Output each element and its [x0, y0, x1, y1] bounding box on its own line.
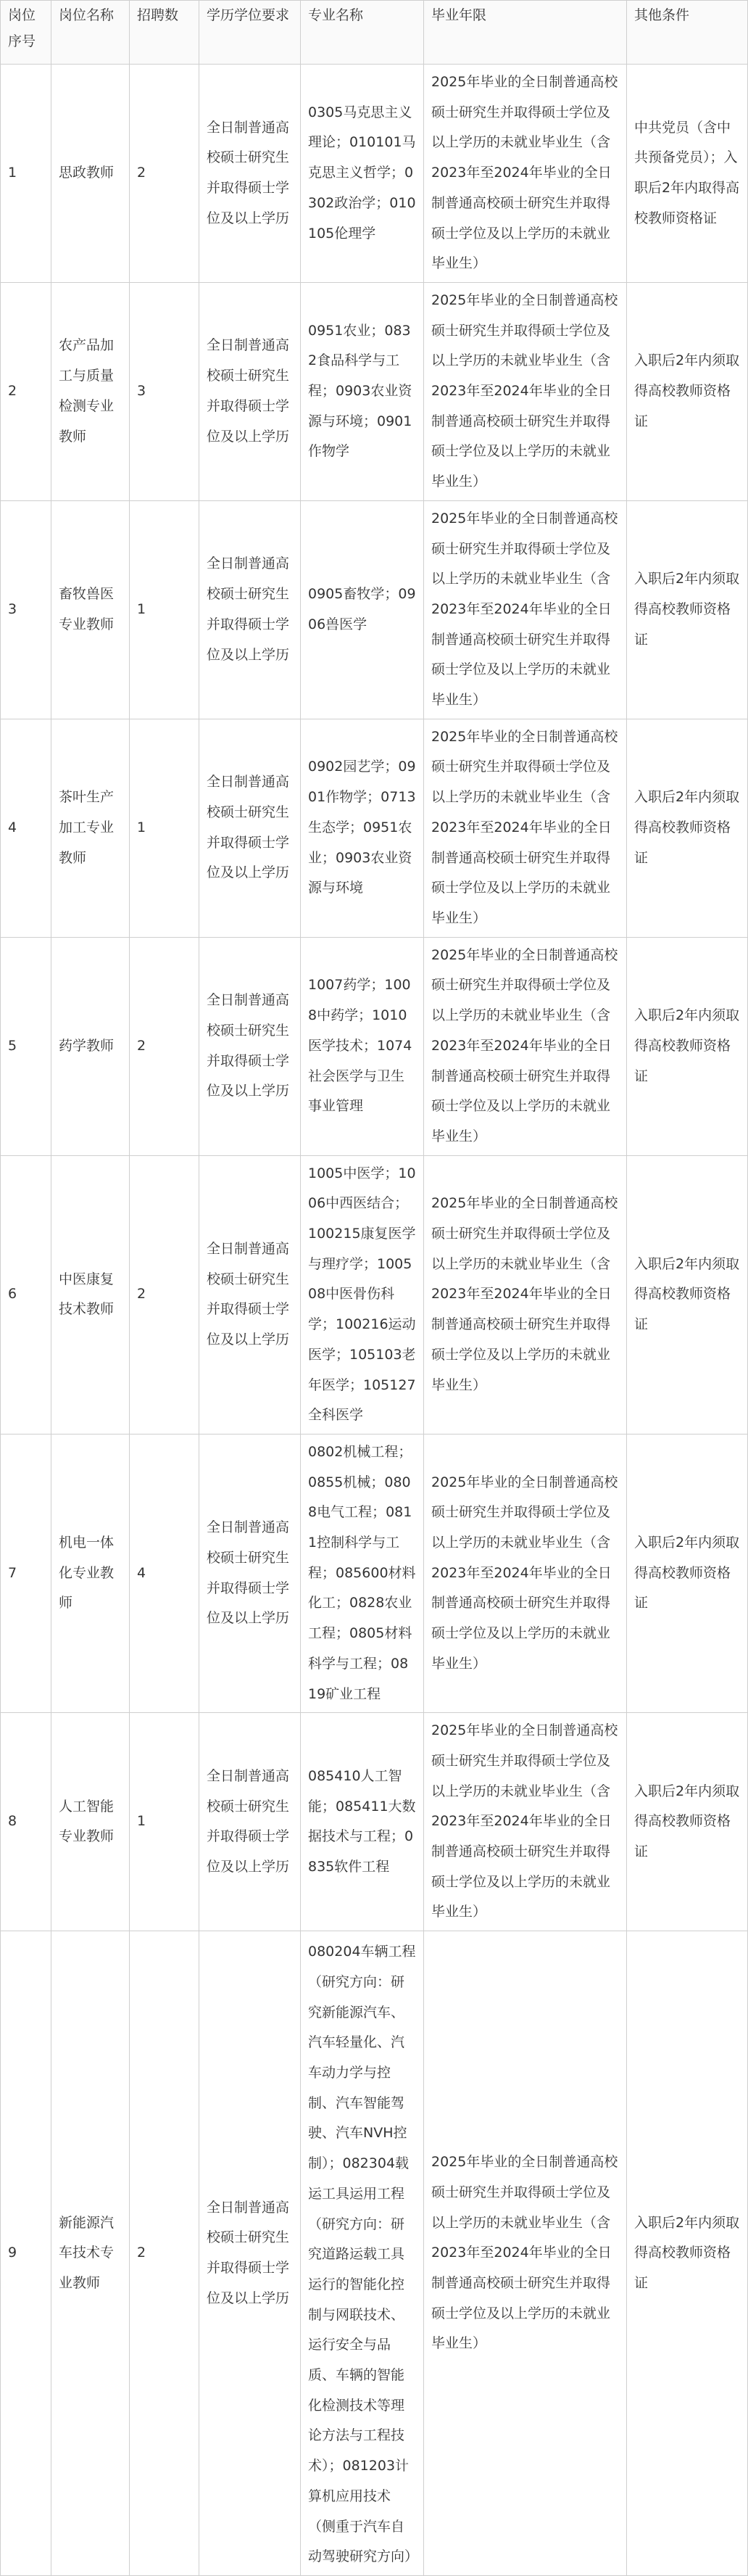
cell-other: 入职后2年内须取得高校教师资格证: [627, 1155, 748, 1434]
cell-graduation: 2025年毕业的全日制普通高校硕士研究生并取得硕士学位及以上学历的未就业毕业生（含2023年至2024年毕业的全日制普通高校硕士研究生并取得硕士学位及以上学历的未就业毕业生）: [424, 1931, 627, 2576]
cell-post-no: 2: [1, 282, 51, 500]
cell-post-name: 机电一体化专业教师: [51, 1434, 130, 1712]
cell-count: 3: [130, 282, 199, 500]
cell-post-no: 9: [1, 1931, 51, 2576]
cell-count: 1: [130, 719, 199, 937]
cell-degree: 全日制普通高校硕士研究生并取得硕士学位及以上学历: [199, 65, 301, 283]
cell-degree: 全日制普通高校硕士研究生并取得硕士学位及以上学历: [199, 282, 301, 500]
header-major: 专业名称: [301, 1, 424, 65]
cell-major: 0305马克思主义理论；010101马克思主义哲学；0302政治学；010105伦理学: [301, 65, 424, 283]
cell-post-no: 4: [1, 719, 51, 937]
cell-other: 中共党员（含中共预备党员）；入职后2年内取得高校教师资格证: [627, 65, 748, 283]
cell-post-no: 1: [1, 65, 51, 283]
cell-count: 2: [130, 1931, 199, 2576]
cell-post-name: 畜牧兽医专业教师: [51, 500, 130, 719]
cell-post-no: 8: [1, 1713, 51, 1931]
cell-degree: 全日制普通高校硕士研究生并取得硕士学位及以上学历: [199, 1713, 301, 1931]
cell-post-name: 人工智能专业教师: [51, 1713, 130, 1931]
table-row: [1, 1434, 748, 1712]
cell-major: 085410人工智能；085411大数据技术与工程；0835软件工程: [301, 1713, 424, 1931]
cell-major: 1007药学；1008中药学；1010医学技术；1074社会医学与卫生事业管理: [301, 937, 424, 1155]
header-count: 招聘数: [130, 1, 199, 65]
cell-post-no: 3: [1, 500, 51, 719]
cell-degree: 全日制普通高校硕士研究生并取得硕士学位及以上学历: [199, 500, 301, 719]
cell-other: 入职后2年内须取得高校教师资格证: [627, 719, 748, 937]
table-row: [1, 719, 748, 937]
cell-other: 入职后2年内须取得高校教师资格证: [627, 1713, 748, 1931]
table-row: [1, 1931, 748, 2576]
cell-degree: 全日制普通高校硕士研究生并取得硕士学位及以上学历: [199, 1434, 301, 1712]
cell-count: 2: [130, 937, 199, 1155]
cell-major: 0902园艺学；0901作物学；0713生态学；0951农业；0903农业资源与环境: [301, 719, 424, 937]
cell-degree: 全日制普通高校硕士研究生并取得硕士学位及以上学历: [199, 1931, 301, 2576]
cell-degree: 全日制普通高校硕士研究生并取得硕士学位及以上学历: [199, 719, 301, 937]
header-row: [1, 1, 748, 65]
cell-graduation: 2025年毕业的全日制普通高校硕士研究生并取得硕士学位及以上学历的未就业毕业生（含2023年至2024年毕业的全日制普通高校硕士研究生并取得硕士学位及以上学历的未就业毕业生）: [424, 1713, 627, 1931]
cell-graduation: 2025年毕业的全日制普通高校硕士研究生并取得硕士学位及以上学历的未就业毕业生（含2023年至2024年毕业的全日制普通高校硕士研究生并取得硕士学位及以上学历的未就业毕业生）: [424, 719, 627, 937]
cell-post-name: 农产品加工与质量检测专业教师: [51, 282, 130, 500]
cell-graduation: 2025年毕业的全日制普通高校硕士研究生并取得硕士学位及以上学历的未就业毕业生（含2023年至2024年毕业的全日制普通高校硕士研究生并取得硕士学位及以上学历的未就业毕业生）: [424, 1155, 627, 1434]
cell-major: 1005中医学；1006中西医结合；100215康复医学与理疗学；100508中医骨伤科学；100216运动医学；105103老年医学；105127全科医学: [301, 1155, 424, 1434]
table-row: [1, 937, 748, 1155]
cell-count: 2: [130, 1155, 199, 1434]
cell-other: 入职后2年内须取得高校教师资格证: [627, 937, 748, 1155]
cell-count: 2: [130, 65, 199, 283]
cell-count: 1: [130, 500, 199, 719]
cell-post-name: 药学教师: [51, 937, 130, 1155]
cell-count: 1: [130, 1713, 199, 1931]
cell-major: 0905畜牧学；0906兽医学: [301, 500, 424, 719]
cell-graduation: 2025年毕业的全日制普通高校硕士研究生并取得硕士学位及以上学历的未就业毕业生（含2023年至2024年毕业的全日制普通高校硕士研究生并取得硕士学位及以上学历的未就业毕业生）: [424, 937, 627, 1155]
cell-post-name: 新能源汽车技术专业教师: [51, 1931, 130, 2576]
cell-post-no: 5: [1, 937, 51, 1155]
table-row: [1, 1713, 748, 1931]
cell-graduation: 2025年毕业的全日制普通高校硕士研究生并取得硕士学位及以上学历的未就业毕业生（含2023年至2024年毕业的全日制普通高校硕士研究生并取得硕士学位及以上学历的未就业毕业生）: [424, 1434, 627, 1712]
cell-post-name: 茶叶生产加工专业教师: [51, 719, 130, 937]
cell-major: 0802机械工程；0855机械；0808电气工程；0811控制科学与工程；085600材料化工；0828农业工程；0805材料科学与工程；0819矿业工程: [301, 1434, 424, 1712]
header-degree: 学历学位要求: [199, 1, 301, 65]
cell-major: 080204车辆工程（研究方向：研究新能源汽车、汽车轻量化、汽车动力学与控制、汽车智能驾驶、汽车NVH控制）；082304载运工具运用工程（研究方向：研究道路运载工具运行的智能化控制与网联技术、运行安全与品质、车辆的智能化检测技术等理论方法与工程技术）；081203计算机应用技术（侧重于汽车自动驾驶研究方向）: [301, 1931, 424, 2576]
table-row: [1, 282, 748, 500]
table-row: [1, 65, 748, 283]
cell-degree: 全日制普通高校硕士研究生并取得硕士学位及以上学历: [199, 1155, 301, 1434]
cell-major: 0951农业；0832食品科学与工程；0903农业资源与环境；0901作物学: [301, 282, 424, 500]
table-row: [1, 1155, 748, 1434]
header-other: 其他条件: [627, 1, 748, 65]
cell-graduation: 2025年毕业的全日制普通高校硕士研究生并取得硕士学位及以上学历的未就业毕业生（含2023年至2024年毕业的全日制普通高校硕士研究生并取得硕士学位及以上学历的未就业毕业生）: [424, 65, 627, 283]
cell-post-name: 中医康复技术教师: [51, 1155, 130, 1434]
cell-post-name: 思政教师: [51, 65, 130, 283]
cell-graduation: 2025年毕业的全日制普通高校硕士研究生并取得硕士学位及以上学历的未就业毕业生（含2023年至2024年毕业的全日制普通高校硕士研究生并取得硕士学位及以上学历的未就业毕业生）: [424, 282, 627, 500]
cell-other: 入职后2年内须取得高校教师资格证: [627, 1434, 748, 1712]
cell-degree: 全日制普通高校硕士研究生并取得硕士学位及以上学历: [199, 937, 301, 1155]
cell-post-no: 7: [1, 1434, 51, 1712]
header-post-no: 岗位序号: [1, 1, 51, 65]
cell-graduation: 2025年毕业的全日制普通高校硕士研究生并取得硕士学位及以上学历的未就业毕业生（含2023年至2024年毕业的全日制普通高校硕士研究生并取得硕士学位及以上学历的未就业毕业生）: [424, 500, 627, 719]
cell-other: 入职后2年内须取得高校教师资格证: [627, 1931, 748, 2576]
table-row: [1, 500, 748, 719]
header-post-name: 岗位名称: [51, 1, 130, 65]
cell-other: 入职后2年内须取得高校教师资格证: [627, 282, 748, 500]
cell-post-no: 6: [1, 1155, 51, 1434]
cell-other: 入职后2年内须取得高校教师资格证: [627, 500, 748, 719]
header-graduation: 毕业年限: [424, 1, 627, 65]
cell-count: 4: [130, 1434, 199, 1712]
